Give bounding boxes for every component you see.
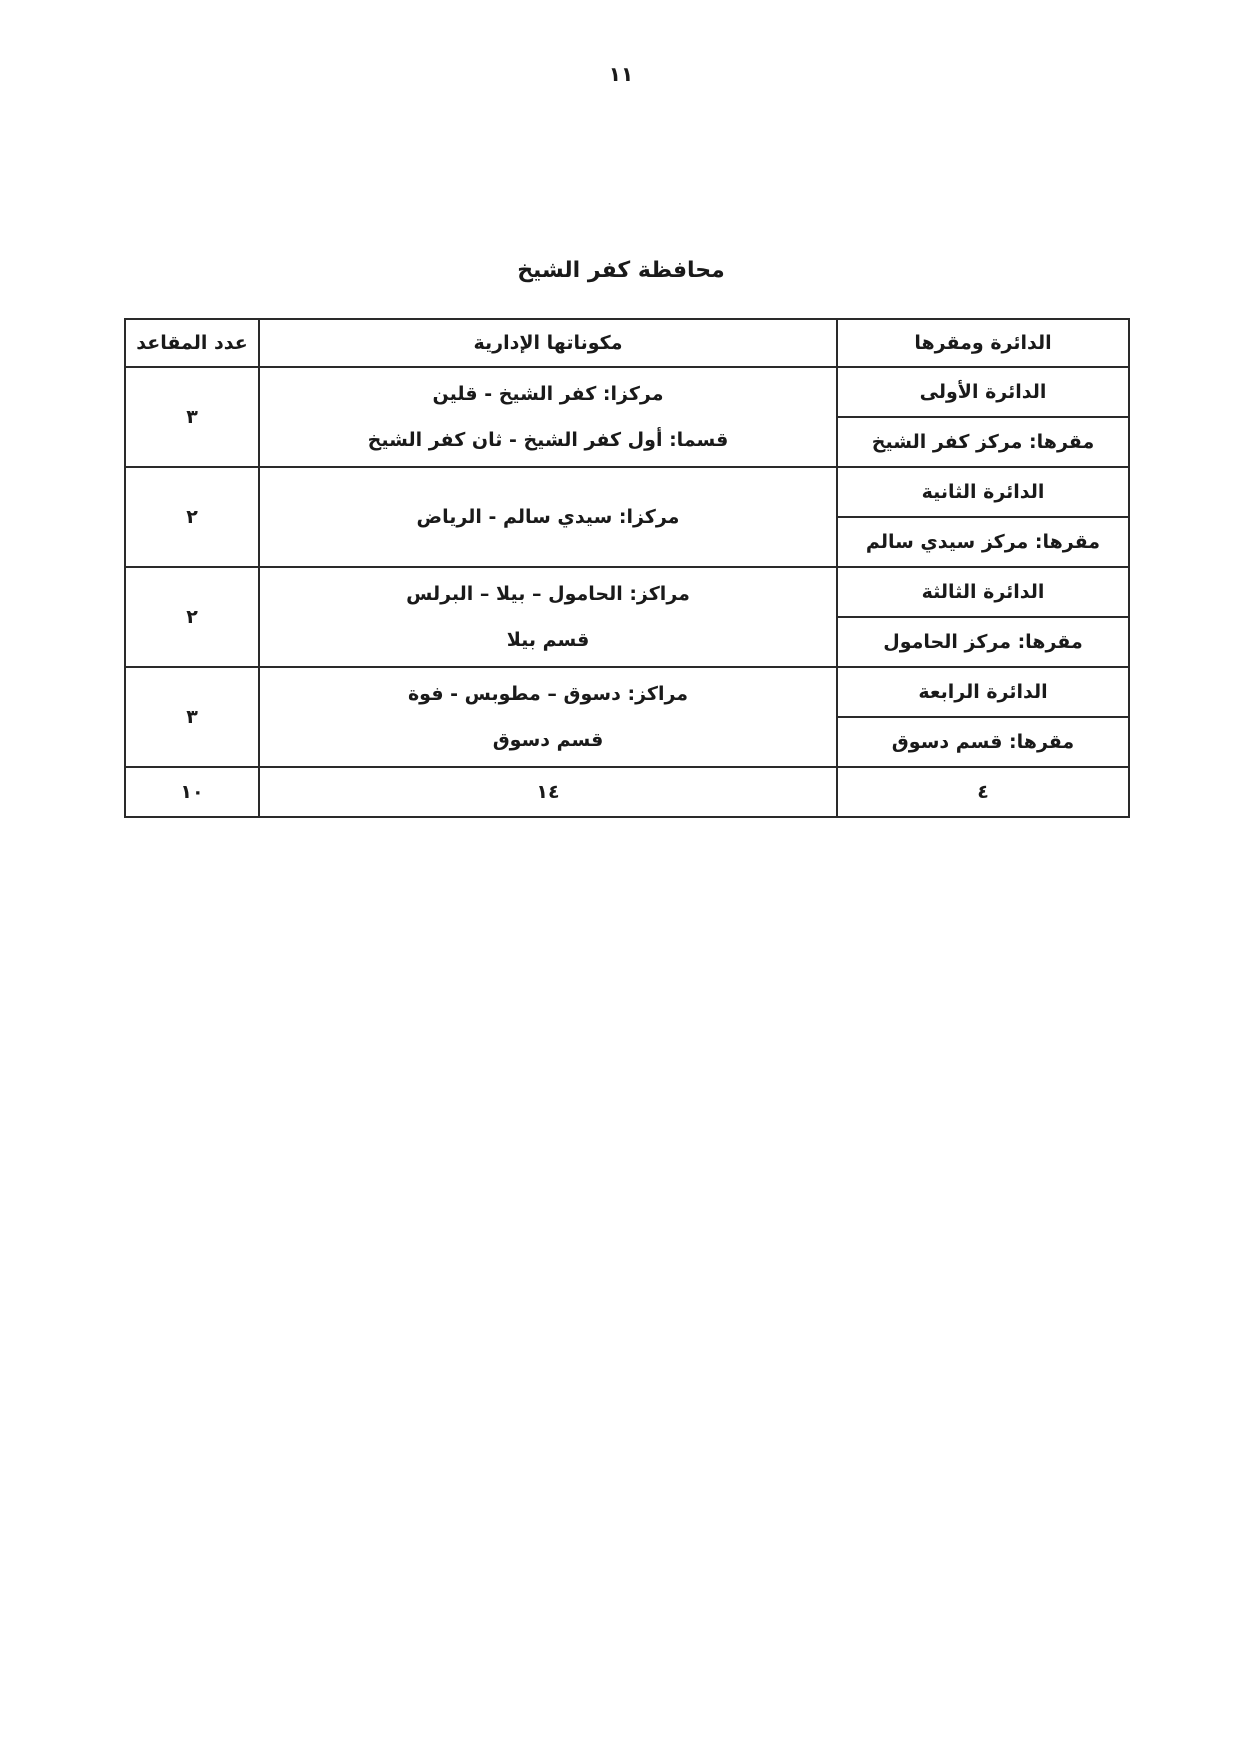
district-seat: مقرها: مركز الحامول bbox=[837, 617, 1129, 667]
district-components bbox=[259, 367, 837, 467]
district-seat: مقرها: قسم دسوق bbox=[837, 717, 1129, 767]
district-components bbox=[259, 567, 837, 667]
districts-table-wrapper bbox=[124, 318, 1128, 818]
total-components: ١٤ bbox=[259, 767, 837, 817]
total-districts: ٤ bbox=[837, 767, 1129, 817]
district-seats: ٣ bbox=[125, 667, 259, 767]
district-components bbox=[259, 467, 837, 567]
table-row bbox=[125, 567, 1129, 617]
district-name: الدائرة الثانية bbox=[837, 467, 1129, 517]
district-seat: مقرها: مركز سيدي سالم bbox=[837, 517, 1129, 567]
district-components bbox=[259, 667, 837, 767]
component-line: قسما: أول كفر الشيخ - ثان كفر الشيخ bbox=[367, 429, 729, 451]
districts-table bbox=[124, 318, 1130, 818]
district-seat: مقرها: مركز كفر الشيخ bbox=[837, 417, 1129, 467]
table-row bbox=[125, 467, 1129, 517]
district-seats: ٢ bbox=[125, 467, 259, 567]
table-row bbox=[125, 667, 1129, 717]
district-name: الدائرة الرابعة bbox=[837, 667, 1129, 717]
page-number: ١١ bbox=[608, 62, 634, 86]
district-name: الدائرة الأولى bbox=[837, 367, 1129, 417]
component-line: قسم بيلا bbox=[506, 629, 590, 651]
header-seats: عدد المقاعد bbox=[125, 319, 259, 367]
component-line: مراكز: دسوق – مطوبس - فوة bbox=[407, 683, 689, 705]
table-row bbox=[125, 367, 1129, 417]
table-header-row bbox=[125, 319, 1129, 367]
district-name: الدائرة الثالثة bbox=[837, 567, 1129, 617]
component-line: مركزا: كفر الشيخ - قلين bbox=[432, 383, 664, 405]
district-seats: ٣ bbox=[125, 367, 259, 467]
header-district: الدائرة ومقرها bbox=[837, 319, 1129, 367]
totals-row bbox=[125, 767, 1129, 817]
component-line: مراكز: الحامول – بيلا – البرلس bbox=[406, 583, 690, 605]
header-components: مكوناتها الإدارية bbox=[259, 319, 837, 367]
component-line: مركزا: سيدي سالم - الرياض bbox=[416, 506, 680, 528]
total-seats: ١٠ bbox=[125, 767, 259, 817]
page-title: محافظة كفر الشيخ bbox=[517, 258, 725, 283]
component-line: قسم دسوق bbox=[492, 729, 604, 751]
district-seats: ٢ bbox=[125, 567, 259, 667]
